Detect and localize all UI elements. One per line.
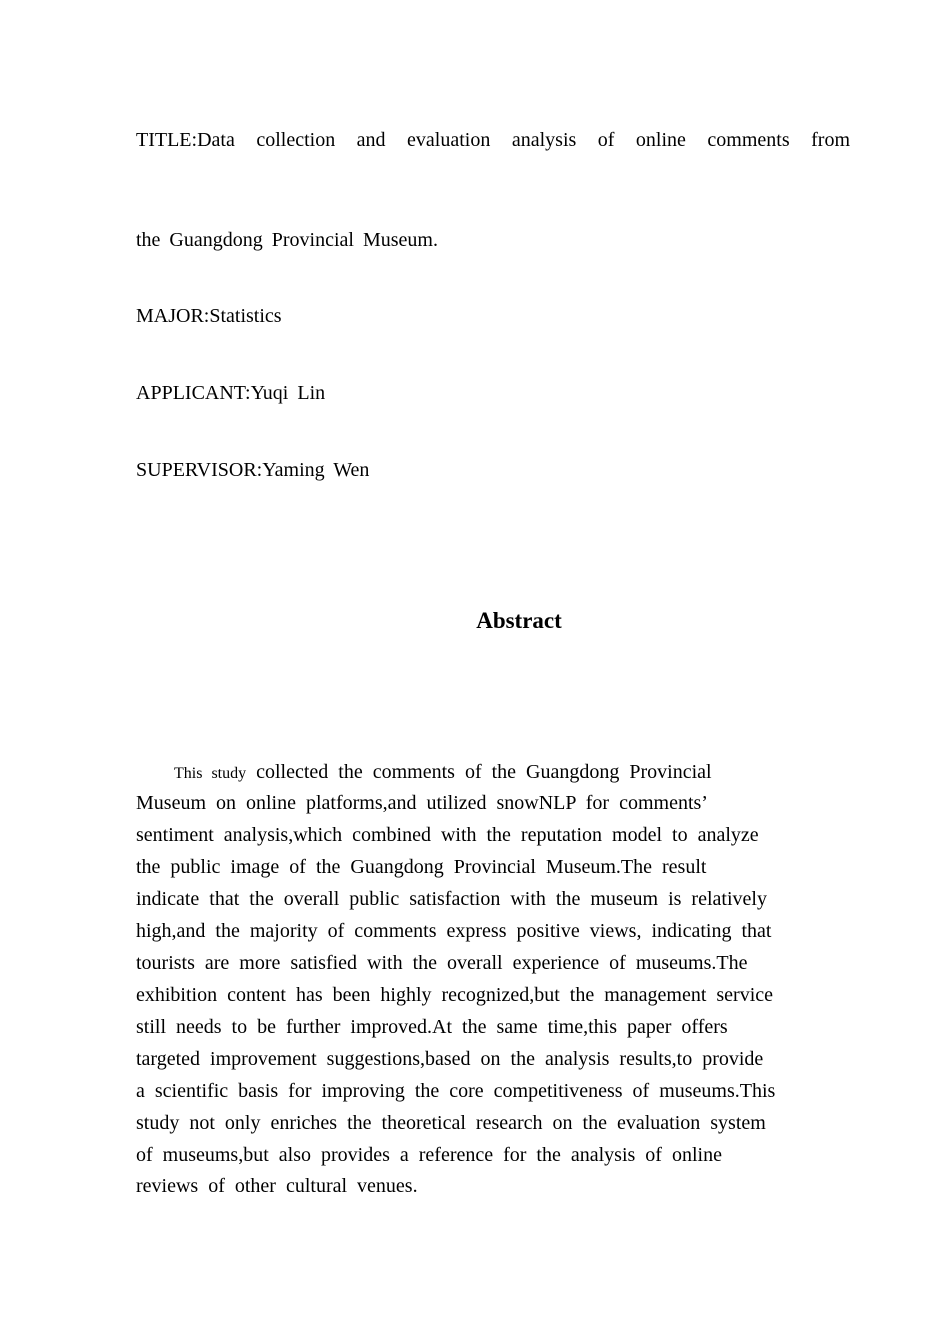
supervisor-line: SUPERVISOR:Yaming Wen bbox=[136, 459, 370, 481]
abstract-line: sentiment analysis,which combined with the reputation model to analyze bbox=[136, 824, 759, 846]
abstract-line: Museum on online platforms,and utilized snowNLP for comments’ bbox=[136, 792, 708, 814]
abstract-line: a scientific basis for improving the core competitiveness of museums.This bbox=[136, 1080, 776, 1102]
title-line-2: the Guangdong Provincial Museum. bbox=[136, 229, 438, 251]
abstract-line: still needs to be further improved.At the same time,this paper offers bbox=[136, 1016, 728, 1038]
abstract-line: targeted improvement suggestions,based on the analysis results,to provide bbox=[136, 1048, 764, 1070]
title-line-1: TITLE:Data collection and evaluation analysis of online comments from bbox=[136, 129, 850, 151]
abstract-line: indicate that the overall public satisfaction with the museum is relatively bbox=[136, 888, 767, 910]
abstract-line: high,and the majority of comments express positive views, indicating that bbox=[136, 920, 772, 942]
abstract-heading: Abstract bbox=[476, 608, 562, 633]
abstract-line: study not only enriches the theoretical research on the evaluation system bbox=[136, 1112, 766, 1134]
abstract-line: reviews of other cultural venues. bbox=[136, 1175, 418, 1197]
abstract-first-prefix: This study bbox=[174, 765, 247, 782]
major-line: MAJOR:Statistics bbox=[136, 305, 282, 327]
applicant-line: APPLICANT:Yuqi Lin bbox=[136, 382, 326, 404]
abstract-line: the public image of the Guangdong Provincial Museum.The result bbox=[136, 856, 707, 878]
abstract-line: tourists are more satisfied with the overall experience of museums.The bbox=[136, 952, 748, 974]
abstract-first-rest: collected the comments of the Guangdong Provincial bbox=[256, 761, 712, 783]
abstract-line: exhibition content has been highly recognized,but the management service bbox=[136, 984, 774, 1006]
abstract-line: of museums,but also provides a reference for the analysis of online bbox=[136, 1144, 722, 1166]
abstract-line-1 bbox=[174, 760, 712, 786]
